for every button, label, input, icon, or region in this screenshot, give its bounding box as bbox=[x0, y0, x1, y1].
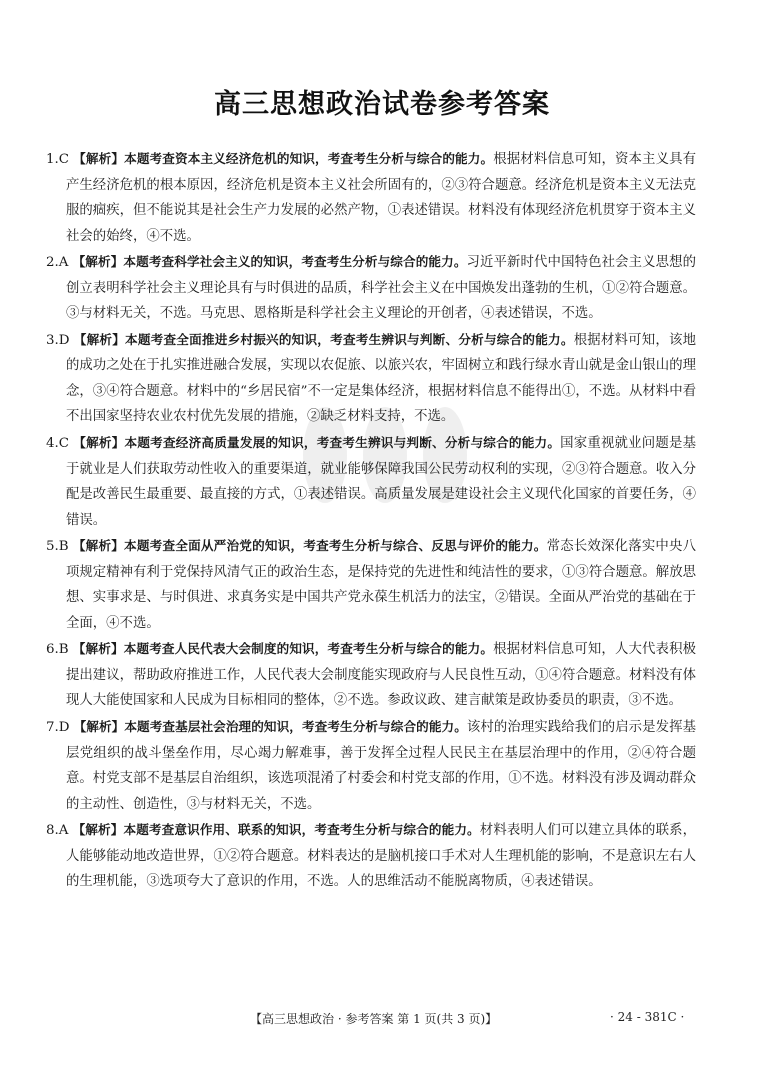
answer-number: 2. bbox=[46, 255, 59, 271]
answer-item-5 bbox=[46, 533, 696, 636]
answer-item-1 bbox=[46, 146, 696, 249]
answer-choice: C bbox=[58, 152, 70, 167]
answer-analysis-lead: 【解析】本题考查经济高质量发展的知识，考查考生辨识与判断、分析与综合的能力。 bbox=[73, 435, 561, 451]
answer-item-4 bbox=[46, 430, 696, 533]
answer-analysis-lead: 【解析】本题考查资本主义经济危机的知识，考查考生分析与综合的能力。 bbox=[73, 151, 494, 166]
answer-number: 5. bbox=[46, 539, 59, 555]
answer-item-7 bbox=[46, 714, 696, 817]
answer-explanation: 该村的治理实践给我们的启示是发挥基层党组织的战斗堡垒作用，尽心竭力解难事，善于发挥全过程人民民主在基层治理中的作用，②④符合题意。村党支部不是基层自治组织，该选项混淆了村委会和村党支部的作用，①不选。材料没有涉及调动群众的主动性、创造性，③与材料无关，不选。 bbox=[66, 720, 697, 812]
answer-explanation: 根据材料可知，该地的成功之处在于扎实推进融合发展，实现以农促旅、以旅兴农，牢固树立和践行绿水青山就是金山银山的理念，③④符合题意。材料中的“乡居民宿”不一定是集体经济，根据材料信息不能得出①，不选。从材料中看不出国家坚持农业农村优先发展的措施，②缺乏材料支持，不选。 bbox=[66, 332, 697, 425]
answer-analysis-lead: 【解析】本题考查意识作用、联系的知识，考查考生分析与综合的能力。 bbox=[72, 822, 480, 838]
answer-number: 6. bbox=[46, 642, 59, 658]
answer-item-6 bbox=[46, 636, 696, 714]
answer-analysis-lead: 【解析】本题考查人民代表大会制度的知识，考查考生分析与综合的能力。 bbox=[72, 641, 494, 657]
footer-paper-code: · 24 - 381C · bbox=[610, 1010, 685, 1024]
answer-explanation: 根据材料信息可知，资本主义具有产生经济危机的根本原因，经济危机是资本主义社会所固有的，②③符合题意。经济危机是资本主义无法克服的痼疾，但不能说其是社会生产力发展的必然产物，①表述错误。材料没有体现经济危机贯穿于资本主义社会的始终，④不选。 bbox=[66, 152, 697, 244]
answer-item-8 bbox=[46, 817, 696, 895]
answer-number: 8. bbox=[46, 823, 59, 839]
answer-analysis-lead: 【解析】本题考查基层社会治理的知识，考查考生分析与综合的能力。 bbox=[73, 719, 467, 735]
answer-choice: D bbox=[58, 720, 70, 736]
footer-page-info: 【高三思想政治 · 参考答案 第 1 页(共 3 页)】 bbox=[250, 1012, 498, 1026]
answer-explanation: 国家重视就业问题是基于就业是人们获取劳动性收入的重要渠道，就业能够保障我国公民劳动权利的实现，②③符合题意。收入分配是改善民生最重要、最直接的方式，①表述错误。高质量发展是建设社会主义现代化国家的首要任务，④错误。 bbox=[66, 436, 696, 528]
answer-explanation: 常态长效深化落实中央八项规定精神有利于党保持风清气正的政治生态，是保持党的先进性和纯洁性的要求，①③符合题意。解放思想、实事求是、与时俱进、求真务实是中国共产党永葆生机活力的法宝，②错误。全面从严治党的基础在于全面，④不选。 bbox=[66, 539, 697, 631]
answer-item-3 bbox=[46, 327, 696, 430]
answer-choice: D bbox=[58, 332, 70, 348]
answer-number: 1. bbox=[46, 152, 59, 167]
answer-choice: A bbox=[58, 255, 69, 271]
answer-choice: A bbox=[58, 823, 69, 839]
answer-analysis-lead: 【解析】本题考查全面从严治党的知识，考查考生分析与综合、反思与评价的能力。 bbox=[72, 538, 547, 554]
answer-explanation: 根据材料信息可知，人大代表积极提出建议，帮助政府推进工作，人民代表大会制度能实现政府与人民良性互动，①④符合题意。材料没有体现人大能使国家和人民成为目标相同的整体，②不选。参政议政、建言献策是政协委员的职责，③不选。 bbox=[66, 642, 697, 709]
answer-number: 7. bbox=[46, 720, 59, 736]
answer-analysis-lead: 【解析】本题考查全面推进乡村振兴的知识，考查考生辨识与判断、分析与综合的能力。 bbox=[73, 331, 574, 347]
answer-explanation: 习近平新时代中国特色社会主义思想的创立表明科学社会主义理论具有与时俱进的品质，科学社会主义在中国焕发出蓬勃的生机，①②符合题意。③与材料无关，不选。马克思、恩格斯是科学社会主义理论的开创者，④表述错误，不选。 bbox=[66, 255, 697, 322]
answer-choice: B bbox=[58, 539, 69, 555]
answer-explanation: 材料表明人们可以建立具体的联系，人能够能动地改造世界，①②符合题意。材料表达的是脑机接口手术对人生理机能的影响，不是意识左右人的生理机能，③选项夸大了意识的作用，不选。人的思维活动不能脱离物质，④表述错误。 bbox=[66, 823, 697, 890]
answer-item-2 bbox=[46, 249, 696, 327]
answer-analysis-lead: 【解析】本题考查科学社会主义的知识，考查考生分析与综合的能力。 bbox=[72, 254, 467, 270]
answer-number: 3. bbox=[46, 332, 59, 348]
answer-choice: C bbox=[58, 436, 70, 452]
answer-choice: B bbox=[58, 642, 69, 658]
page-title: 高三思想政治试卷参考答案 bbox=[214, 89, 550, 120]
answer-number: 4. bbox=[46, 436, 59, 452]
answer-list bbox=[46, 146, 696, 895]
